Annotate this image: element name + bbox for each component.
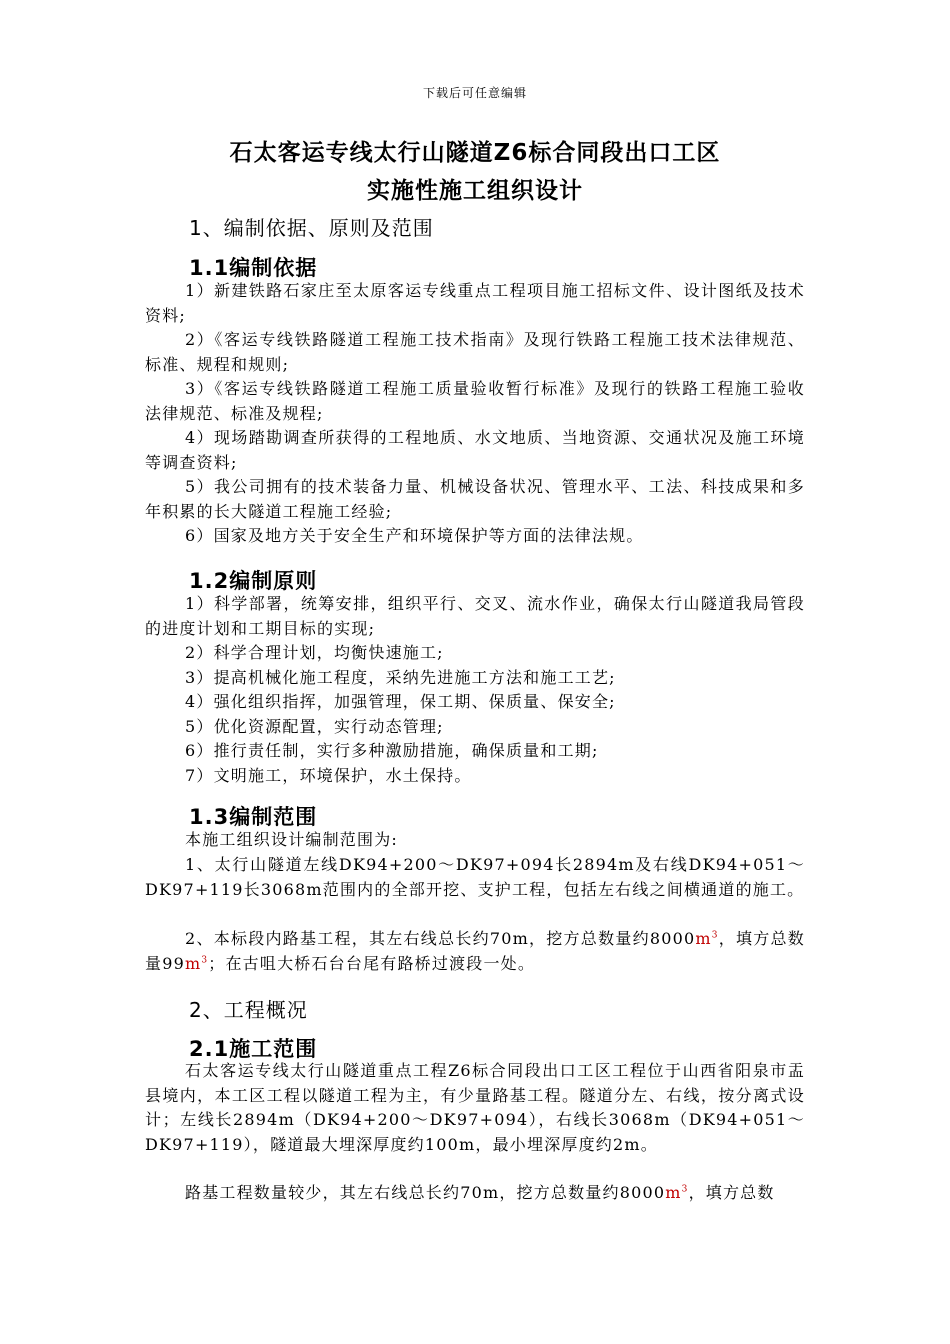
list-item: 3）《客运专线铁路隧道工程施工质量验收暂行标准》及现行的铁路工程施工验收法律规范、标准及规程;: [145, 379, 805, 423]
section-1-2-heading: 1.2编制原则: [189, 569, 318, 593]
scope-intro: 本施工组织设计编制范围为:: [185, 830, 398, 849]
section-1-1-heading: 1.1编制依据: [189, 256, 318, 280]
document-title-line1: 石太客运专线太行山隧道Z6标合同段出口工区: [229, 140, 721, 166]
list-item: 6）推行责任制，实行多种激励措施，确保质量和工期;: [185, 741, 599, 760]
list-item: 3）提高机械化施工程度，采纳先进施工方法和施工工艺;: [185, 668, 616, 687]
list-item: 7）文明施工，环境保护，水土保持。: [185, 766, 472, 785]
scope-item-1: 1、太行山隧道左线DK94+200～DK97+094长2894m及右线DK94+051～DK97+119长3068m范围内的全部开挖、支护工程，包括左右线之间横通道的施工。: [145, 855, 805, 899]
scope-paragraph-1: 石太客运专线太行山隧道重点工程Z6标合同段出口工区工程位于山西省阳泉市盂县境内，本工区工程以隧道工程为主，有少量路基工程。隧道分左、右线，按分离式设计；左线长2894m（DK94+200～DK97+094），右线长3068m（DK94+051～DK97+119），隧道最大埋深厚度约100m，最小埋深厚度约2m。: [145, 1061, 805, 1154]
list-item: 1）新建铁路石家庄至太原客运专线重点工程项目施工招标文件、设计图纸及技术资料;: [145, 281, 805, 325]
section-1-3-heading: 1.3编制范围: [189, 805, 318, 829]
list-item: 4）强化组织指挥，加强管理，保工期、保质量、保安全;: [185, 692, 616, 711]
list-item: 2）科学合理计划，均衡快速施工;: [185, 643, 444, 662]
list-item: 6）国家及地方关于安全生产和环境保护等方面的法律法规。: [185, 526, 644, 545]
list-item: 5）优化资源配置，实行动态管理;: [185, 717, 444, 736]
section-1-heading: 1、编制依据、原则及范围: [189, 216, 434, 240]
list-item: 1）科学部署，统筹安排，组织平行、交叉、流水作业，确保太行山隧道我局管段的进度计划和工期目标的实现;: [145, 594, 805, 638]
document-title-line2: 实施性施工组织设计: [367, 178, 583, 204]
list-item: 4）现场踏勘调查所获得的工程地质、水文地质、当地资源、交通状况及施工环境等调查资料;: [145, 428, 805, 472]
scope-item-2: 2、本标段内路基工程，其左右线总长约70m，挖方总数量约$8000m^3$，填方总数量$99m^3$；在古咀大桥石台台尾有路桥过渡段一处。: [145, 929, 805, 973]
section-2-heading: 2、工程概况: [189, 998, 308, 1022]
section-2-1-heading: 2.1施工范围: [189, 1037, 318, 1061]
scope-paragraph-2: 路基工程数量较少，其左右线总长约70m，挖方总数量约$8000m^3$，填方总数: [185, 1183, 775, 1202]
list-item: 2）《客运专线铁路隧道工程施工技术指南》及现行铁路工程施工技术法律规范、标准、规程和规则;: [145, 330, 805, 374]
header-note: 下载后可任意编辑: [422, 86, 527, 100]
list-item: 5）我公司拥有的技术装备力量、机械设备状况、管理水平、工法、科技成果和多年积累的长大隧道工程施工经验;: [145, 477, 805, 521]
